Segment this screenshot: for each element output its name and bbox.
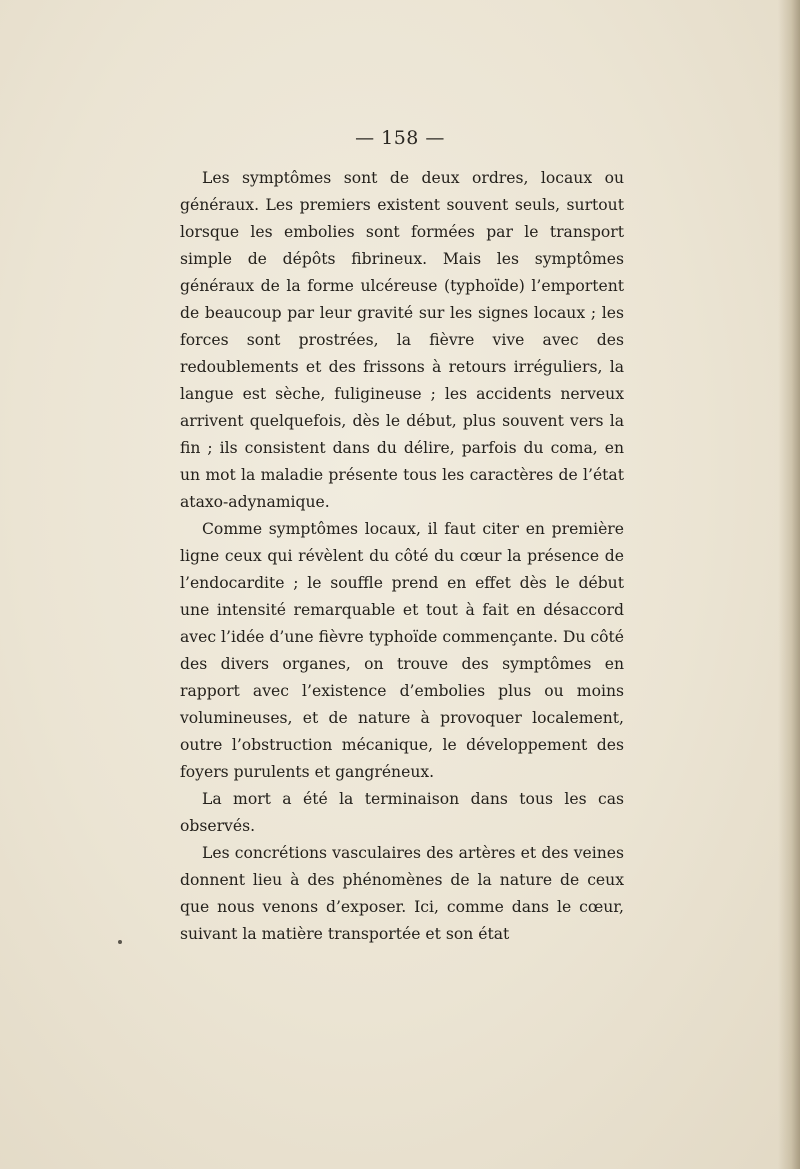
page-edge-shadow <box>778 0 800 1169</box>
paragraph-death: La mort a été la terminaison dans tous les cas observés. <box>180 790 624 835</box>
paragraph-general-symptoms: Les symptômes sont de deux ordres, locaux ou généraux. Les premiers existent souvent seuls, surtout lorsque les embolies sont formées par le transport simple de dépôts fibrineux. Mais les symptômes généraux de la forme ulcéreuse (typhoïde) l’emportent de beaucoup par leur gravité sur les signes locaux ; les forces sont prostrées, la fièvre vive avec des redoublements et des frissons à retours irréguliers, la langue est sèche, fuligineuse ; les accidents nerveux arrivent quelquefois, dès le début, plus souvent vers la fin ; ils consistent dans du délire, parfois du coma, en un mot la maladie présente tous les caractères de l’état ataxo-adynamique. <box>180 169 624 511</box>
paragraph-local-symptoms: Comme symptômes locaux, il faut citer en première ligne ceux qui révèlent du côté du cœur la présence de l’endocardite ; le souffle prend en effet dès le début une intensité remarquable et tout à fait en désaccord avec l’idée d’une fièvre typhoïde commençante. Du côté des divers organes, on trouve des symptômes en rapport avec l’existence d’embolies plus ou moins volumineuses, et de nature à provoquer localement, outre l’obstruction mécanique, le développement des foyers purulents et gangréneux. <box>180 520 624 781</box>
page-number: — 158 — <box>355 127 445 149</box>
paragraph-vascular-concretions: Les concrétions vasculaires des artères et des veines donnent lieu à des phénomènes de la nature de ceux que nous venons d’exposer. Ici, comme dans le cœur, suivant la matière transportée et son état <box>180 844 624 943</box>
margin-mark <box>118 940 122 944</box>
body-text <box>180 165 624 948</box>
